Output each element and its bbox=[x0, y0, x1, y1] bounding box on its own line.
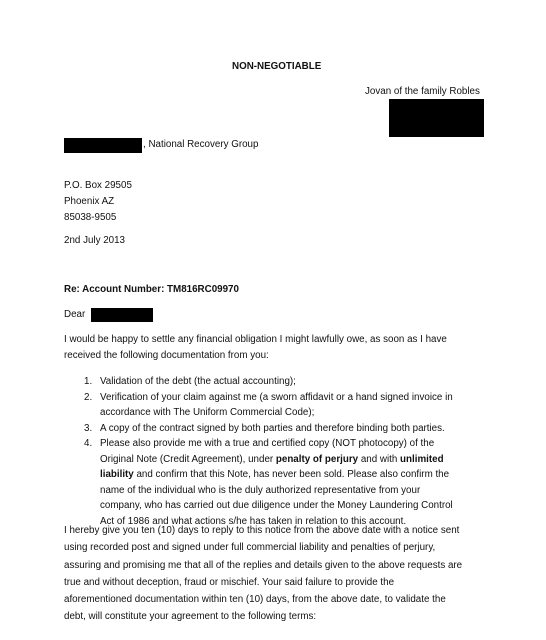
request-number: 3. bbox=[84, 422, 93, 434]
request-item bbox=[84, 390, 484, 421]
closing-line: assuring and promising me that all of the replies and details given to the above requests are bbox=[64, 559, 463, 571]
request-text: Verification of your claim against me (a sworn affidavit or a hand signed invoice in bbox=[100, 391, 453, 403]
request-line bbox=[100, 452, 484, 468]
closing-line: debt, will constitute your agreement to the following terms: bbox=[64, 611, 317, 623]
closing-line: I hereby give you ten (10) days to reply to this notice from the above date with a notice sent bbox=[64, 525, 460, 536]
closing-paragraph bbox=[64, 522, 484, 626]
request-list bbox=[84, 374, 484, 529]
request-text: and confirm that this Note, has never been sold. Please also confirm the bbox=[133, 469, 450, 480]
emphasized-text: penalty of perjury bbox=[275, 453, 359, 465]
request-text: name of the individual who is the duly authorized representative from your bbox=[100, 484, 421, 496]
closing-line: aforementioned documentation within ten (10) days, from the above date, to validate the bbox=[64, 594, 446, 606]
request-item bbox=[84, 436, 484, 529]
request-number: 4. bbox=[84, 438, 93, 449]
redacted-salutation-name bbox=[91, 308, 153, 322]
sender-name: Jovan of the family Robles bbox=[365, 86, 480, 97]
request-line bbox=[100, 421, 484, 437]
emphasized-text: liability bbox=[100, 469, 134, 480]
address-line-3: 85038-9505 bbox=[64, 212, 117, 223]
request-line bbox=[100, 374, 484, 390]
request-item bbox=[84, 421, 484, 437]
emphasized-text: unlimited bbox=[400, 453, 444, 465]
request-line bbox=[100, 436, 484, 452]
address-line-2: Phoenix AZ bbox=[64, 196, 115, 207]
account-reference: Re: Account Number: TM816RC09970 bbox=[64, 284, 239, 295]
request-text: Act of 1986 and what actions s/he has taken in relation to this account. bbox=[100, 515, 407, 527]
request-text: Validation of the debt (the actual accounting); bbox=[100, 376, 296, 387]
request-text: A copy of the contract signed by both parties and therefore binding both parties. bbox=[100, 422, 445, 434]
request-text: company, who has carried out due diligence under the Money Laundering Control bbox=[100, 500, 453, 511]
request-line bbox=[100, 405, 484, 421]
redacted-sender-address bbox=[389, 99, 484, 137]
request-text: Original Note (Credit Agreement), under bbox=[100, 453, 276, 465]
intro-paragraph bbox=[64, 332, 484, 364]
request-line bbox=[100, 467, 484, 483]
request-line bbox=[100, 498, 484, 514]
intro-line: I would be happy to settle any financial obligation I might lawfully owe, as soon as I have bbox=[64, 334, 447, 345]
document-heading: NON-NEGOTIABLE bbox=[232, 61, 322, 72]
address-line-1: P.O. Box 29505 bbox=[64, 180, 132, 191]
redacted-recipient-name bbox=[64, 138, 142, 153]
request-number: 2. bbox=[84, 391, 93, 403]
request-text: Please also provide me with a true and certified copy (NOT photocopy) of the bbox=[100, 438, 435, 449]
request-text: accordance with The Uniform Commercial Code); bbox=[100, 407, 315, 418]
letter-date: 2nd July 2013 bbox=[64, 235, 126, 246]
request-line bbox=[100, 483, 484, 499]
request-number: 1. bbox=[84, 376, 93, 387]
closing-line: using recorded post and signed under full commercial liability and penalties of perjury, bbox=[64, 542, 436, 554]
request-item bbox=[84, 374, 484, 390]
intro-line: received the following documentation from you: bbox=[64, 350, 269, 361]
recipient-company: , National Recovery Group bbox=[143, 139, 259, 150]
salutation: Dear bbox=[64, 309, 86, 320]
request-line bbox=[100, 390, 484, 406]
closing-line: true and without deception, fraud or mischief. Your said failure to provide the bbox=[64, 576, 395, 588]
request-text: and with bbox=[358, 453, 401, 465]
